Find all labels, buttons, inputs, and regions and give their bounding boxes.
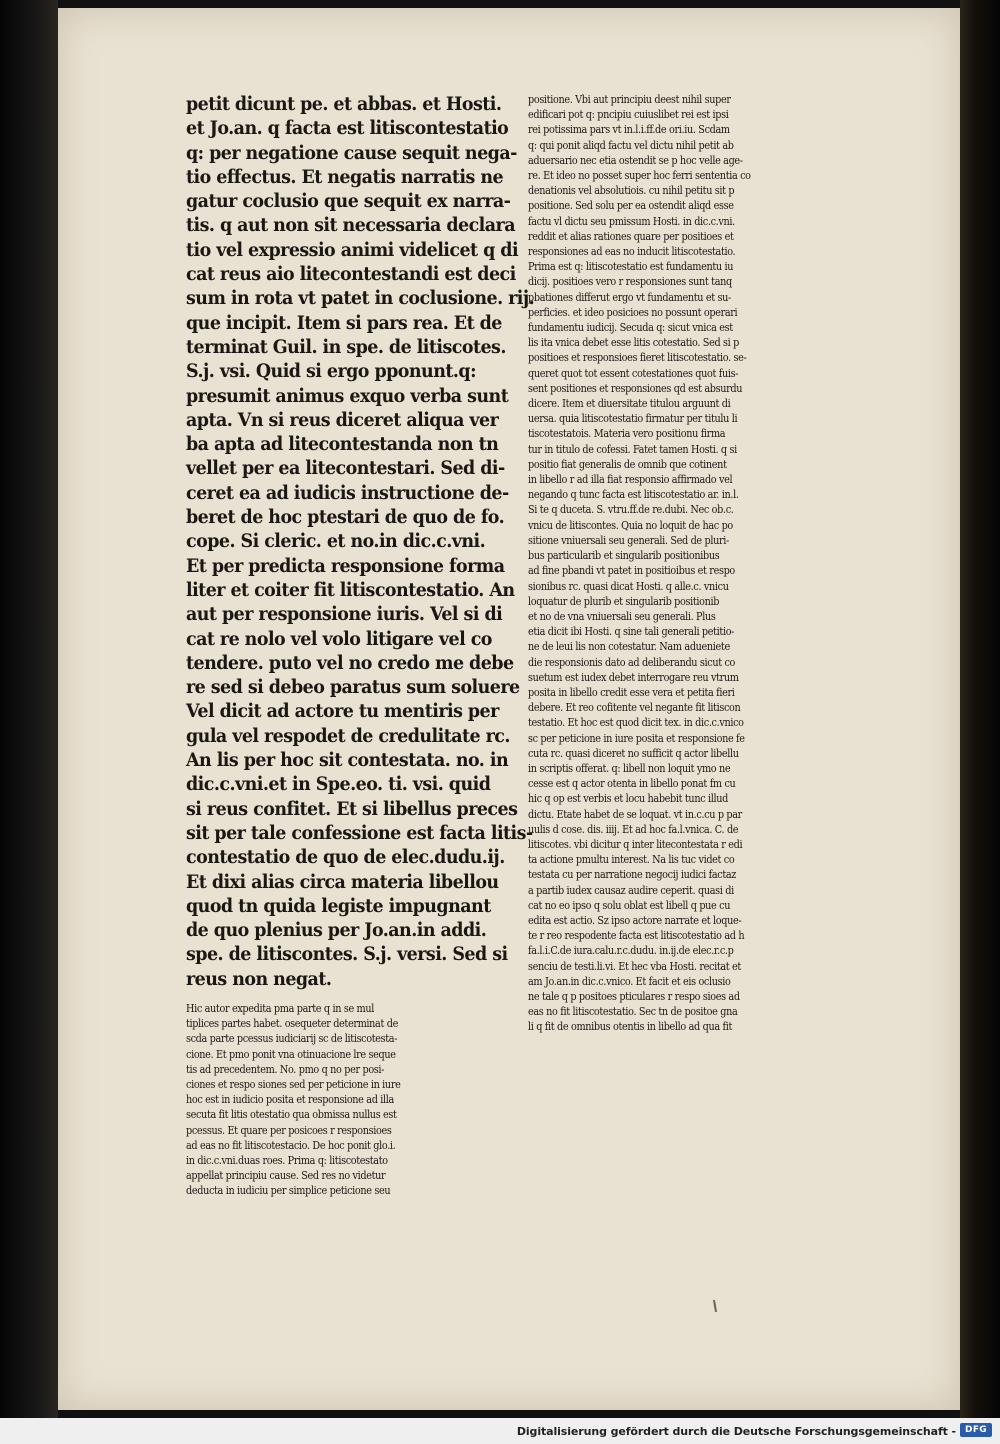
text-line: ba apta ad litecontestanda non tn — [186, 433, 499, 456]
text-line: reddit et alias rationes quare per positioes et — [528, 229, 734, 243]
text-line: in scriptis offerat. q: libell non loquit ymo ne — [528, 761, 731, 775]
text-line: et Jo.an. q facta est litiscontestatio — [186, 117, 509, 140]
funding-credit: Digitalisierung gefördert durch die Deutsche Forschungsgemeinschaft - — [516, 1425, 956, 1438]
text-line: et no de vna vniuersali seu generali. Plus — [528, 609, 716, 623]
text-line: tendere. puto vel no credo me debe — [186, 651, 514, 674]
text-line: sum in rota vt patet in coclusione. rij. — [186, 287, 535, 310]
text-line: edita est actio. Sz ipso actore narrate et loque- — [528, 913, 742, 927]
text-line: fa.l.i.C.de iura.calu.r.c.dudu. in.ij.de elec.r.c.p — [528, 944, 734, 958]
text-line: eas no fit litiscotestatio. Sec tn de positoe gna — [528, 1005, 738, 1019]
text-line: debere. Et reo cofitente vel negante fit litiscon — [528, 701, 741, 715]
text-line: q: qui ponit aliqd factu vel dictu nihil petit ab — [528, 138, 734, 152]
text-line: dic.c.vni.et in Spe.eo. ti. vsi. quid — [186, 773, 491, 796]
text-line: cuta rc. quasi diceret no sufficit q actor libellu — [528, 746, 739, 760]
text-line: denationis vel absolutiois. cu nihil petitu sit p — [528, 184, 735, 198]
text-line: ne tale q p positoes pticulares r respo sioes ad — [528, 989, 740, 1003]
text-line: deducta in iudiciu per simplice peticione seu — [186, 1184, 391, 1198]
text-line: ad fine pbandi vt patet in positioibus et respo — [528, 564, 735, 578]
text-line: scda parte pcessus iudiciarij sc de litiscotesta- — [186, 1032, 398, 1046]
text-line: liter et coiter fit litiscontestatio. An — [186, 578, 515, 601]
text-line: sit per tale confessione est facta litis- — [186, 821, 533, 844]
text-line: queret quot tot essent cotestationes quot fuis- — [528, 366, 739, 380]
text-line: secuta fit litis otestatio qua obmissa nullus est — [186, 1108, 397, 1122]
text-line: senciu de testi.li.vi. Et hec vba Hosti. recitat et — [528, 959, 741, 973]
text-line: cope. Si cleric. et no.in dic.c.vni. — [186, 530, 486, 553]
text-line: tur in titulo de cofessi. Fatet tamen Hosti. q si — [528, 442, 737, 456]
text-line: pcessus. Et quare per posicoes r responsioes — [186, 1123, 392, 1137]
text-line: edificari pot q: pncipiu cuiuslibet rei est ipsi — [528, 108, 729, 122]
text-line: appellat principiu cause. Sed res no videtur — [186, 1169, 386, 1183]
text-line: factu vl dictu seu pmissum Hosti. in dic.c.vni. — [528, 214, 735, 228]
text-line: sionibus rc. quasi dicat Hosti. q alle.c. vnicu — [528, 579, 729, 593]
text-line: ciones et respo siones sed per peticione in iure — [186, 1078, 401, 1091]
text-line: bus particularib et singularib positionibus — [528, 549, 720, 563]
text-line: lis ita vnica debet esse litis cotestatio. Sed si p — [528, 336, 739, 350]
text-line: cat re nolo vel volo litigare vel co — [186, 627, 492, 650]
text-line: ne de leui lis non cotestatur. Nam adueniete — [528, 640, 730, 654]
text-line: Prima est q: litiscotestatio est fundamentu iu — [528, 260, 734, 274]
book-gutter-left — [0, 0, 58, 1418]
text-line: tiscotestatois. Materia vero positionu firma — [528, 427, 726, 441]
text-line: fundamentu iudicij. Secuda q: sicut vnica est — [528, 321, 733, 335]
text-line: tio vel expressio animi videlicet q di — [186, 238, 519, 261]
text-line: ta actione pmultu interest. Na lis tuc videt co — [528, 853, 735, 867]
text-line: S.j. vsi. Quid si ergo pponunt.q: — [186, 360, 477, 383]
text-line: spe. de litiscontes. S.j. versi. Sed si — [186, 943, 508, 966]
text-column-right — [528, 92, 830, 1192]
text-line: vnicu de litiscontes. Quia no loquit de hac po — [528, 518, 733, 532]
text-line: perficies. et ideo posicioes no possunt operari — [528, 305, 738, 319]
text-line: gatur coclusio que sequit ex narra- — [186, 190, 511, 213]
text-line: sc per peticione in iure posita et responsione fe — [528, 731, 745, 745]
text-line: Et dixi alias circa materia libellou — [186, 870, 499, 893]
text-line: tis. q aut non sit necessaria declara — [186, 214, 515, 237]
text-line: contestatio de quo de elec.dudu.ij. — [186, 846, 505, 869]
text-line: sitione vniuersali seu generali. Sed de pluri- — [528, 533, 729, 547]
text-line: cat no eo ipso q solu oblat est libell q pue cu — [528, 898, 731, 912]
text-line: in dic.c.vni.duas roes. Prima q: litiscotestato — [186, 1154, 388, 1168]
text-line: uersa. quia litiscotestatio firmatur per titulu li — [528, 412, 738, 426]
text-line: negando q tunc facta est litiscotestatio ar. in.l. — [528, 488, 739, 502]
text-line: reus non negat. — [186, 967, 332, 990]
text-line: loquatur de plurib et singularib positionib — [528, 594, 720, 608]
text-line: gula vel respodet de credulitate rc. — [186, 724, 510, 747]
text-line: responsiones ad eas no inducit litiscotestatio. — [528, 245, 736, 259]
text-line: quod tn quida legiste impugnant — [186, 894, 491, 917]
text-line: re sed si debeo paratus sum soluere — [186, 676, 520, 699]
text-line: rei potissima pars vt in.l.i.ff.de ori.iu. Scdam — [528, 123, 730, 137]
text-line: Si te q duceta. S. vtru.ff.de re.dubi. Nec ob.c. — [528, 503, 734, 517]
text-line: testata cu per narratione negocij iudici factaz — [528, 868, 737, 882]
text-line: apta. Vn si reus diceret aliqua ver — [186, 408, 499, 431]
text-line: a partib iudex causaz audire ceperit. quasi di — [528, 883, 734, 897]
text-line: suetum est iudex debet interrogare reu vtrum — [528, 670, 739, 684]
text-line: terminat Guil. in spe. de litiscotes. — [186, 335, 506, 358]
text-line: positione. Sed solu per ea ostendit aliqd esse — [528, 199, 734, 213]
text-line: positioes et responsioes fieret litiscotestatio. se- — [528, 351, 747, 365]
text-line: beret de hoc ptestari de quo de fo. — [186, 506, 505, 529]
text-line: uulis d cose. dis. iiij. Et ad hoc fa.l.vnica. C. de — [528, 822, 739, 836]
dfg-logo[interactable] — [960, 1423, 992, 1437]
text-line: de quo plenius per Jo.an.in addi. — [186, 919, 487, 942]
text-line: am Jo.an.in dic.c.vnico. Et facit et eis oclusio — [528, 974, 731, 988]
text-line: Et per predicta responsione forma — [186, 554, 505, 577]
text-line: positione. Vbi aut principiu deest nihil super — [528, 93, 731, 106]
text-line: die responsionis dato ad deliberandu sicut co — [528, 655, 736, 669]
text-line: si reus confitet. Et si libellus preces — [186, 797, 518, 820]
text-line: presumit animus exquo verba sunt — [186, 384, 509, 407]
text-line: te r reo respodente facta est litiscotestatio ad h — [528, 929, 745, 943]
text-column-left — [186, 92, 535, 1202]
text-line: petit dicunt pe. et abbas. et Hosti. — [186, 93, 502, 115]
text-line: posita in libello credit esse vera et petita fieri — [528, 685, 735, 699]
text-line: aut per responsione iuris. Vel si di — [186, 603, 503, 626]
text-line: hic q op est verbis et locu habebit tunc illud — [528, 792, 728, 806]
text-line: aduersario nec etia ostendit se p hoc velle age- — [528, 153, 743, 167]
text-line: cat reus aio litecontestandi est deci — [186, 263, 516, 286]
text-line: positio fiat generalis de omnib que cotinent — [528, 457, 727, 471]
text-line: ceret ea ad iudicis instructione de- — [186, 481, 509, 504]
text-line: tio effectus. Et negatis narratis ne — [186, 165, 504, 188]
text-line: Hic autor expedita pma parte q in se mul — [186, 1001, 375, 1015]
text-line: q: per negatione cause sequit nega- — [186, 141, 517, 164]
text-line: sent positiones et responsiones qd est absurdu — [528, 381, 743, 395]
text-line: pbationes differut ergo vt fundamentu et su- — [528, 290, 731, 304]
text-line: tiplices partes habet. osequeter determinat de — [186, 1017, 398, 1031]
text-line: litiscotes. vbi dicitur q inter litecontestata r edi — [528, 837, 743, 851]
footer-bar — [0, 1418, 1000, 1444]
text-line: hoc est in iudicio posita et responsione ad illa — [186, 1093, 394, 1107]
text-line: cesse est q actor otenta in libello ponat fm cu — [528, 777, 736, 791]
text-line: dicere. Item et diuersitate titulou arguunt di — [528, 397, 731, 411]
text-line: testatio. Et hoc est quod dicit tex. in dic.c.vnico — [528, 716, 744, 730]
text-line: tis ad precedentem. No. pmo q no per posi- — [186, 1062, 385, 1076]
text-line: dicij. positioes vero r responsiones sunt tanq — [528, 275, 732, 289]
text-line: re. Et ideo no posset super hoc ferri sententia co — [528, 169, 751, 183]
text-line: vellet per ea litecontestari. Sed di- — [186, 457, 505, 480]
text-line: dictu. Etate habet de se loquat. vt in.c.cu p par — [528, 807, 742, 821]
commentary-large-text — [186, 92, 535, 991]
dfg-logo-text: DFG — [965, 1425, 987, 1435]
text-line: Vel dicit ad actore tu mentiris per — [186, 700, 499, 723]
text-line: que incipit. Item si pars rea. Et de — [186, 311, 502, 334]
text-line: cione. Et pmo ponit vna otinuacione lre seque — [186, 1047, 396, 1061]
text-line: in libello r ad illa fiat responsio affirmado vel — [528, 473, 733, 487]
book-edge-right — [960, 0, 1000, 1418]
commentary-small-text — [186, 1001, 486, 1199]
text-line: ad eas no fit litiscotestacio. De hoc ponit glo.i. — [186, 1138, 396, 1152]
text-line: etia dicit ibi Hosti. q sine tali generali petitio- — [528, 625, 735, 639]
text-line: An lis per hoc sit contestata. no. in — [186, 749, 509, 772]
text-line: li q fit de omnibus otentis in libello ad qua fit — [528, 1020, 732, 1034]
